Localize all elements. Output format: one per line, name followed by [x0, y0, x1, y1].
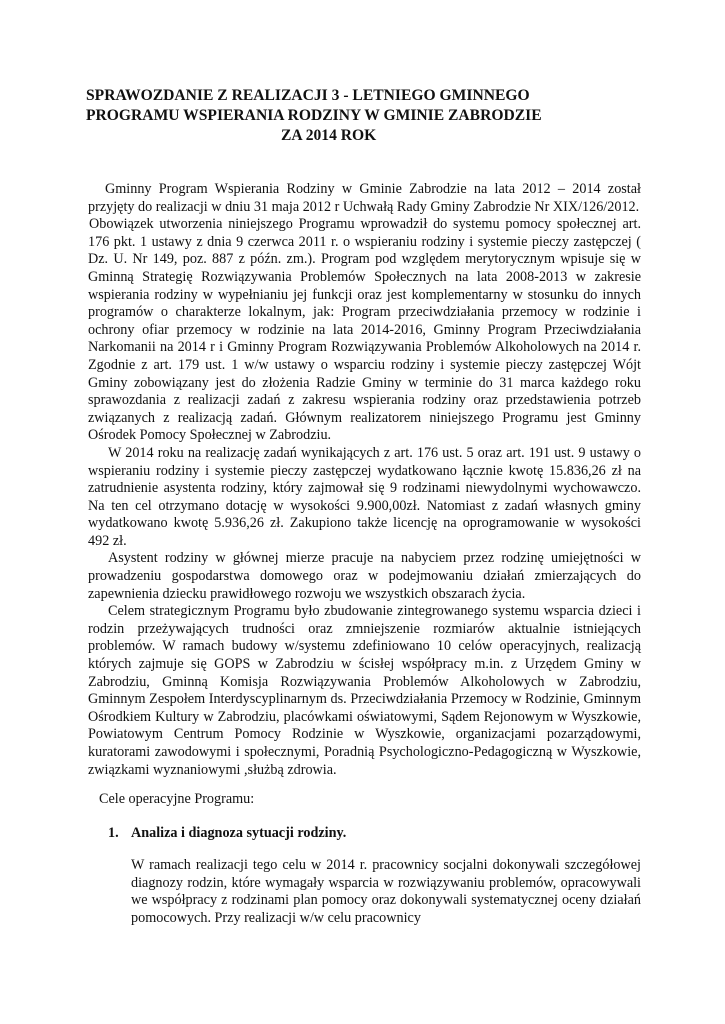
paragraph-obligation: Obowiązek utworzenia niniejszego Programu wprowadził do systemu pomocy społecznej art. 176 pkt. 1 ustawy z dnia 9 czerwca 2011 r. o wspieraniu rodziny i systemie pieczy zastępczej ( Dz. U. Nr 149, poz. 887 z późn. zm.). Program pod względem merytorycznym wpisuje się w Gminną Strategię Rozwiązywania Problemów Społecznych na lata 2008-2013 w zakresie wspierania rodziny w wypełnianiu jej funkcji oraz jest komplementarny w stosunku do innych programów o charakterze lokalnym, jak: Program przeciwdziałania przemocy w rodzinie i ochrony ofiar przemocy w rodzinie na lata 2014-2016, Gminny Program Przeciwdziałania Narkomanii na 2014 r i Gminny Program Rozwiązywania Problemów Alkoholowych na 2014 r. Zgodnie z art. 179 ust. 1 w/w ustawy o wsparciu rodziny i systemie pieczy zastępczej Wójt Gminy zobowiązany jest do złożenia Radzie Gminy w terminie do 31 marca każdego roku sprawozdania z realizacji zadań z zakresu wspierania rodziny oraz przedstawienia potrzeb związanych z realizacją zadań. Głównym realizatorem niniejszego Programu jest Gminny Ośrodek Pomocy Społecznej w Zabrodziu. [88, 216, 641, 444]
section-1-heading [108, 825, 346, 843]
section-1-title: Analiza i diagnoza sytuacji rodziny. [131, 825, 347, 841]
paragraph-program-adoption: Gminny Program Wspierania Rodziny w Gminie Zabrodzie na lata 2012 – 2014 został przyjęty do realizacji w dniu 31 maja 2012 r Uchwałą Rady Gminy Zabrodzie Nr XIX/126/2012. [88, 181, 641, 215]
section-1-body [131, 857, 641, 927]
document-body [88, 181, 641, 779]
title-line-1: SPRAWOZDANIE Z REALIZACJI 3 - LETNIEGO GMINNEGO [86, 87, 530, 104]
section-1-paragraph: W ramach realizacji tego celu w 2014 r. pracownicy socjalni dokonywali szczegółowej diagnozy rodzin, które wymagały wsparcia w rozwiązywaniu problemów, opracowywali we współpracy z rodzinami plan pomocy oraz dokonywali systematycznej oceny działań pomocowych. Przy realizacji w/w celu pracownicy [131, 857, 641, 926]
section-1-number: 1. [108, 825, 119, 841]
title-line-2: PROGRAMU WSPIERANIA RODZINY W GMINIE ZABRODZIE [86, 107, 542, 124]
paragraph-strategic-goal: Celem strategicznym Programu było zbudowanie zintegrowanego systemu wsparcia dzieci i rodzin przeżywających trudności oraz zmniejszenie rozmiarów aktualnie istniejących problemów. W ramach budowy w/systemu zdefiniowano 10 celów operacyjnych, realizacją których zajmuje się GOPS w Zabrodziu w ścisłej współpracy m.in. z Urzędem Gminy w Zabrodziu, Gminną Komisja Rozwiązywania Problemów Alkoholowych w Zabrodziu, Gminnym Zespołem Interdyscyplinarnym ds. Przeciwdziałania Przemocy w Rodzinie, Gminnym Ośrodkiem Kultury w Zabrodziu, placówkami oświatowymi, Sądem Rejonowym w Wyszkowie, Powiatowym Centrum Pomocy Rodzinie w Wyszkowie, organizacjami pozarządowymi, kuratorami zawodowymi i społecznymi, Poradnią Psychologiczno-Pedagogiczną w Wyszkowie, związkami wyznaniowymi ,służbą zdrowia. [88, 603, 641, 778]
paragraph-family-assistant: Asystent rodziny w głównej mierze pracuje na nabyciem przez rodzinę umiejętności w prowadzeniu gospodarstwa domowego oraz w podejmowaniu działań zmierzających do zapewnienia dziecku prawidłowego rozwoju we wszystkich obszarach życia. [88, 550, 641, 602]
title-line-3: ZA 2014 ROK [281, 127, 377, 144]
paragraph-funding-2014: W 2014 roku na realizację zadań wynikających z art. 176 ust. 5 oraz art. 191 ust. 9 ustawy o wspieraniu rodziny i systemie pieczy zastępczej wydatkowano łącznie kwotę 15.836,26 zł na zatrudnienie asystenta rodziny, który zajmował się 9 rodzinami niewydolnymi wychowawczo. Na ten cel otrzymano dotację w wysokości 9.900,00zł. Natomiast z zadań własnych gminy wydatkowano kwotę 5.936,26 zł. Zakupiono także licencję na oprogramowanie w wysokości 492 zł. [88, 444, 641, 549]
document-title [86, 86, 646, 146]
operational-goals-label: Cele operacyjne Programu: [99, 791, 255, 807]
